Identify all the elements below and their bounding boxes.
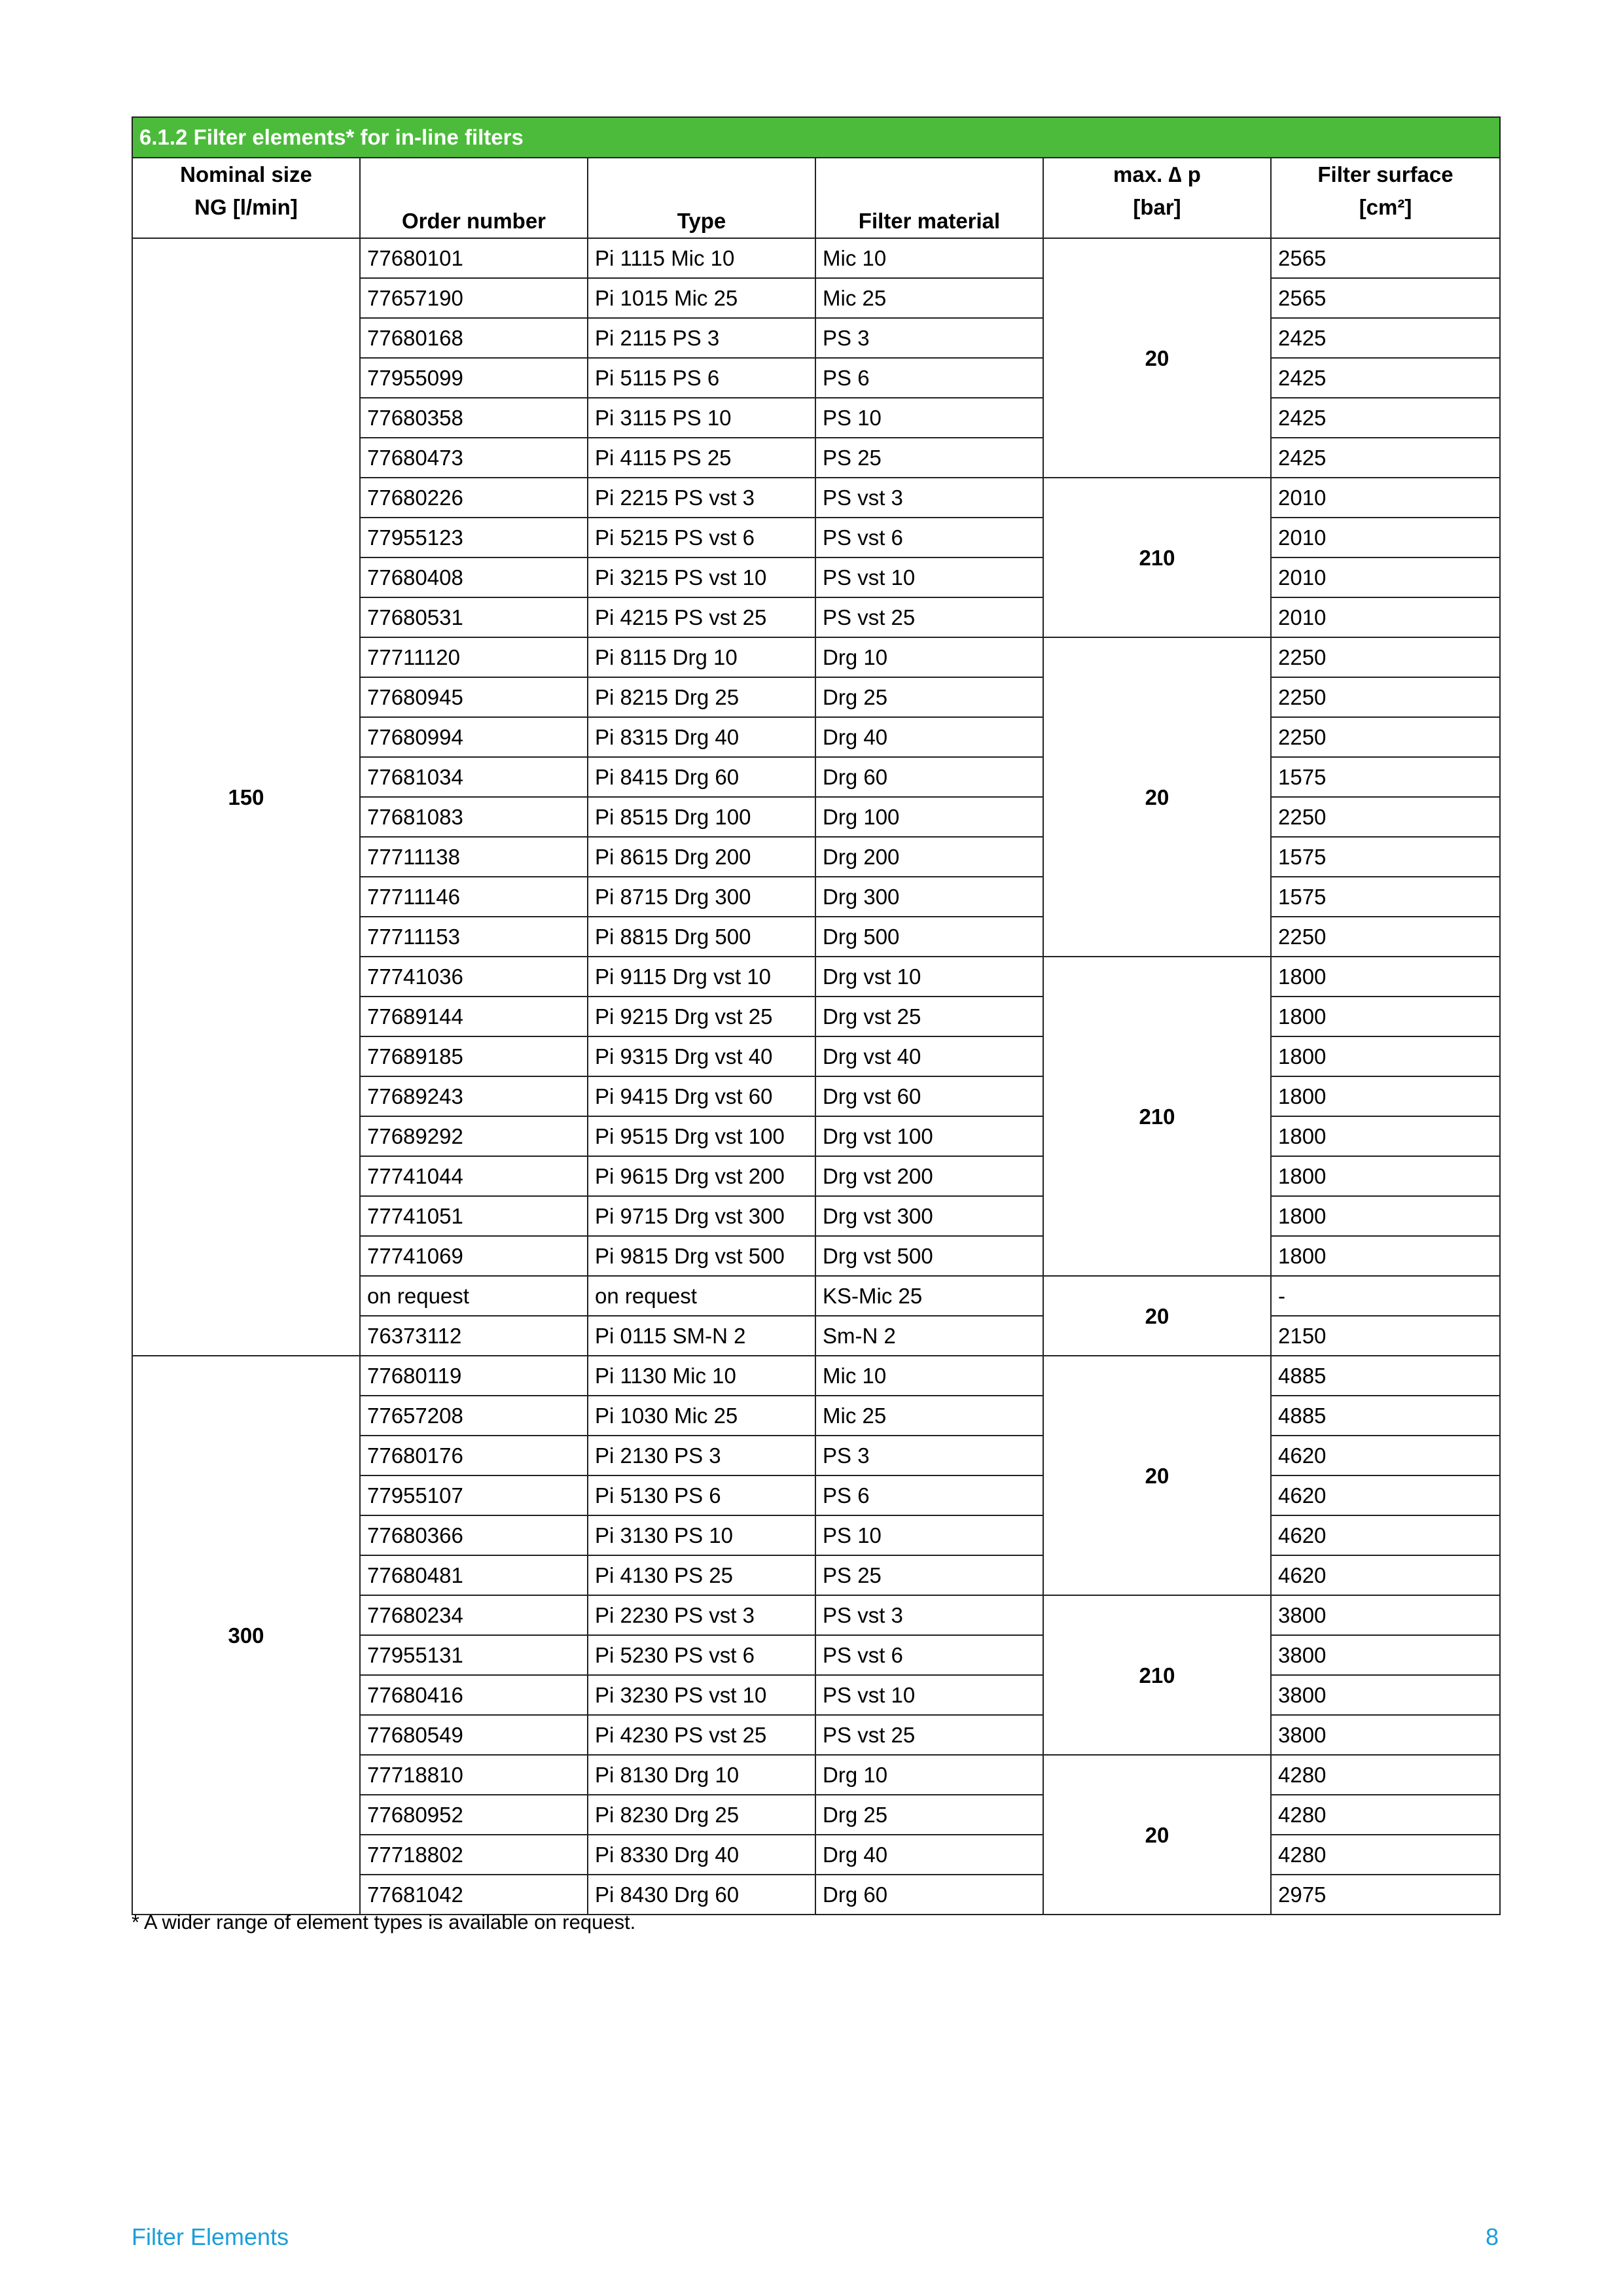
filter-material-cell: Drg vst 300 <box>815 1196 1043 1236</box>
order-number-cell: 77711138 <box>360 837 588 877</box>
filter-material-cell: Drg vst 100 <box>815 1116 1043 1156</box>
filter-surface-cell: 2565 <box>1271 278 1500 318</box>
type-cell: Pi 8330 Drg 40 <box>588 1835 815 1875</box>
filter-surface-cell: 4620 <box>1271 1436 1500 1475</box>
filter-material-cell: PS 6 <box>815 1475 1043 1515</box>
filter-material-cell: Drg vst 500 <box>815 1236 1043 1276</box>
type-cell: Pi 8615 Drg 200 <box>588 837 815 877</box>
filter-material-cell: PS vst 3 <box>815 478 1043 518</box>
filter-surface-cell: 1800 <box>1271 1116 1500 1156</box>
header-order-number: Order number <box>360 158 588 238</box>
filter-material-cell: Mic 25 <box>815 278 1043 318</box>
max-dp-cell: 210 <box>1043 478 1271 637</box>
max-dp-cell: 210 <box>1043 1595 1271 1755</box>
filter-material-cell: Drg 25 <box>815 677 1043 717</box>
max-dp-cell: 20 <box>1043 1356 1271 1595</box>
filter-elements-table <box>132 116 1501 1915</box>
filter-material-cell: Sm-N 2 <box>815 1316 1043 1356</box>
max-dp-cell: 20 <box>1043 238 1271 478</box>
order-number-cell: 77718810 <box>360 1755 588 1795</box>
type-cell: Pi 8515 Drg 100 <box>588 797 815 837</box>
type-cell: Pi 9715 Drg vst 300 <box>588 1196 815 1236</box>
type-cell: Pi 9215 Drg vst 25 <box>588 997 815 1036</box>
type-cell: Pi 9315 Drg vst 40 <box>588 1036 815 1076</box>
type-cell: Pi 3130 PS 10 <box>588 1515 815 1555</box>
type-cell: Pi 4230 PS vst 25 <box>588 1715 815 1755</box>
type-cell: Pi 8215 Drg 25 <box>588 677 815 717</box>
order-number-cell: 77680994 <box>360 717 588 757</box>
filter-material-cell: PS 3 <box>815 1436 1043 1475</box>
filter-material-cell: PS vst 6 <box>815 518 1043 557</box>
filter-material-cell: Drg 25 <box>815 1795 1043 1835</box>
filter-surface-cell: 4885 <box>1271 1396 1500 1436</box>
filter-surface-cell: 2010 <box>1271 557 1500 597</box>
filter-surface-cell: 2975 <box>1271 1875 1500 1915</box>
header-nominal-size <box>132 158 360 238</box>
filter-material-cell: Drg vst 200 <box>815 1156 1043 1196</box>
filter-surface-cell: 4620 <box>1271 1555 1500 1595</box>
type-cell: Pi 3215 PS vst 10 <box>588 557 815 597</box>
filter-material-cell: Drg vst 25 <box>815 997 1043 1036</box>
type-cell: Pi 5215 PS vst 6 <box>588 518 815 557</box>
filter-material-cell: PS vst 25 <box>815 597 1043 637</box>
type-cell: Pi 9815 Drg vst 500 <box>588 1236 815 1276</box>
type-cell: Pi 8115 Drg 10 <box>588 637 815 677</box>
filter-surface-cell: 4280 <box>1271 1835 1500 1875</box>
filter-surface-cell: 2010 <box>1271 597 1500 637</box>
order-number-cell: 77680101 <box>360 238 588 278</box>
order-number-cell: 77741069 <box>360 1236 588 1276</box>
filter-surface-cell: 2425 <box>1271 358 1500 398</box>
type-cell: Pi 4115 PS 25 <box>588 438 815 478</box>
filter-material-cell: Drg 200 <box>815 837 1043 877</box>
filter-surface-cell: 1800 <box>1271 1076 1500 1116</box>
filter-surface-cell: 1575 <box>1271 757 1500 797</box>
type-cell: Pi 9515 Drg vst 100 <box>588 1116 815 1156</box>
filter-material-cell: Drg 100 <box>815 797 1043 837</box>
filter-surface-cell: 3800 <box>1271 1715 1500 1755</box>
order-number-cell: 77955099 <box>360 358 588 398</box>
filter-material-cell: Drg vst 10 <box>815 957 1043 997</box>
filter-surface-cell: 2150 <box>1271 1316 1500 1356</box>
filter-surface-cell: 4620 <box>1271 1475 1500 1515</box>
order-number-cell: 77741051 <box>360 1196 588 1236</box>
header-type: Type <box>588 158 815 238</box>
order-number-cell: 77680945 <box>360 677 588 717</box>
filter-material-cell: Drg 40 <box>815 1835 1043 1875</box>
table-title: 6.1.2 Filter elements* for in-line filters <box>132 117 1500 158</box>
order-number-cell: 77657190 <box>360 278 588 318</box>
nominal-size-cell: 300 <box>132 1356 360 1915</box>
filter-surface-cell: 1800 <box>1271 1156 1500 1196</box>
type-cell: Pi 8230 Drg 25 <box>588 1795 815 1835</box>
filter-material-cell: PS 10 <box>815 1515 1043 1555</box>
header-max-dp-line1: max. ∆ p <box>1113 162 1201 186</box>
order-number-cell: 77955107 <box>360 1475 588 1515</box>
order-number-cell: 77680234 <box>360 1595 588 1635</box>
filter-material-cell: Drg 10 <box>815 1755 1043 1795</box>
footnote: * A wider range of element types is available on request. <box>132 1911 636 1934</box>
type-cell: Pi 4215 PS vst 25 <box>588 597 815 637</box>
filter-material-cell: Drg 500 <box>815 917 1043 957</box>
order-number-cell: 77680531 <box>360 597 588 637</box>
type-cell: Pi 0115 SM-N 2 <box>588 1316 815 1356</box>
filter-material-cell: Drg vst 60 <box>815 1076 1043 1116</box>
type-cell: Pi 8130 Drg 10 <box>588 1755 815 1795</box>
filter-surface-cell: 1800 <box>1271 1036 1500 1076</box>
type-cell: Pi 8715 Drg 300 <box>588 877 815 917</box>
order-number-cell: 77680408 <box>360 557 588 597</box>
filter-surface-cell: 2425 <box>1271 438 1500 478</box>
filter-surface-cell: 2250 <box>1271 677 1500 717</box>
filter-surface-cell: 1575 <box>1271 837 1500 877</box>
header-nominal-size-line2: NG [l/min] <box>194 195 298 219</box>
type-cell: Pi 4130 PS 25 <box>588 1555 815 1595</box>
footer-section-title: Filter Elements <box>132 2223 289 2250</box>
order-number-cell: 77680481 <box>360 1555 588 1595</box>
order-number-cell: 77657208 <box>360 1396 588 1436</box>
filter-surface-cell: 2010 <box>1271 518 1500 557</box>
filter-material-cell: Mic 10 <box>815 1356 1043 1396</box>
filter-material-cell: PS 25 <box>815 438 1043 478</box>
order-number-cell: 77741044 <box>360 1156 588 1196</box>
type-cell: Pi 9115 Drg vst 10 <box>588 957 815 997</box>
type-cell: Pi 5115 PS 6 <box>588 358 815 398</box>
type-cell: Pi 2130 PS 3 <box>588 1436 815 1475</box>
type-cell: Pi 8430 Drg 60 <box>588 1875 815 1915</box>
max-dp-cell: 210 <box>1043 957 1271 1276</box>
max-dp-cell: 20 <box>1043 637 1271 957</box>
type-cell: Pi 3230 PS vst 10 <box>588 1675 815 1715</box>
header-filter-surface <box>1271 158 1500 238</box>
filter-surface-cell: 4280 <box>1271 1795 1500 1835</box>
table-row <box>132 1356 1500 1396</box>
filter-material-cell: PS vst 3 <box>815 1595 1043 1635</box>
filter-material-cell: PS vst 10 <box>815 557 1043 597</box>
order-number-cell: 77955131 <box>360 1635 588 1675</box>
header-nominal-size-line1: Nominal size <box>180 162 312 186</box>
type-cell: Pi 5130 PS 6 <box>588 1475 815 1515</box>
type-cell: Pi 1015 Mic 25 <box>588 278 815 318</box>
filter-surface-cell: 1575 <box>1271 877 1500 917</box>
filter-surface-cell: 2010 <box>1271 478 1500 518</box>
filter-surface-cell: 3800 <box>1271 1675 1500 1715</box>
filter-material-cell: PS 3 <box>815 318 1043 358</box>
type-cell: Pi 3115 PS 10 <box>588 398 815 438</box>
order-number-cell: 77689185 <box>360 1036 588 1076</box>
order-number-cell: 77680473 <box>360 438 588 478</box>
filter-surface-cell: - <box>1271 1276 1500 1316</box>
header-filter-surface-line2: [cm²] <box>1359 195 1412 219</box>
max-dp-cell: 20 <box>1043 1755 1271 1915</box>
order-number-cell: 77680952 <box>360 1795 588 1835</box>
filter-surface-cell: 2250 <box>1271 917 1500 957</box>
filter-surface-cell: 2425 <box>1271 398 1500 438</box>
type-cell: Pi 9615 Drg vst 200 <box>588 1156 815 1196</box>
type-cell: Pi 1030 Mic 25 <box>588 1396 815 1436</box>
header-max-dp-line2: [bar] <box>1133 195 1181 219</box>
order-number-cell: 77680358 <box>360 398 588 438</box>
filter-material-cell: PS vst 6 <box>815 1635 1043 1675</box>
order-number-cell: 77689292 <box>360 1116 588 1156</box>
filter-material-cell: PS vst 10 <box>815 1675 1043 1715</box>
type-cell: Pi 1115 Mic 10 <box>588 238 815 278</box>
type-cell: Pi 2115 PS 3 <box>588 318 815 358</box>
order-number-cell: 77681083 <box>360 797 588 837</box>
filter-surface-cell: 1800 <box>1271 957 1500 997</box>
order-number-cell: 77741036 <box>360 957 588 997</box>
order-number-cell: 77680226 <box>360 478 588 518</box>
header-max-dp <box>1043 158 1271 238</box>
header-filter-surface-line1: Filter surface <box>1317 162 1454 186</box>
order-number-cell: 77681034 <box>360 757 588 797</box>
header-filter-material: Filter material <box>815 158 1043 238</box>
order-number-cell: 77711153 <box>360 917 588 957</box>
filter-surface-cell: 2250 <box>1271 637 1500 677</box>
filter-surface-cell: 1800 <box>1271 1236 1500 1276</box>
filter-surface-cell: 4620 <box>1271 1515 1500 1555</box>
order-number-cell: 77711120 <box>360 637 588 677</box>
filter-surface-cell: 1800 <box>1271 997 1500 1036</box>
filter-material-cell: Mic 10 <box>815 238 1043 278</box>
type-cell: Pi 5230 PS vst 6 <box>588 1635 815 1675</box>
filter-surface-cell: 3800 <box>1271 1635 1500 1675</box>
filter-material-cell: KS-Mic 25 <box>815 1276 1043 1316</box>
order-number-cell: 77680168 <box>360 318 588 358</box>
filter-surface-cell: 2565 <box>1271 238 1500 278</box>
order-number-cell: 77955123 <box>360 518 588 557</box>
order-number-cell: 77680549 <box>360 1715 588 1755</box>
table-row <box>132 238 1500 278</box>
order-number-cell: 76373112 <box>360 1316 588 1356</box>
order-number-cell: 77689243 <box>360 1076 588 1116</box>
filter-material-cell: Mic 25 <box>815 1396 1043 1436</box>
filter-material-cell: Drg 300 <box>815 877 1043 917</box>
type-cell: Pi 2215 PS vst 3 <box>588 478 815 518</box>
filter-material-cell: Drg 10 <box>815 637 1043 677</box>
filter-surface-cell: 2250 <box>1271 797 1500 837</box>
order-number-cell: 77711146 <box>360 877 588 917</box>
filter-material-cell: Drg 40 <box>815 717 1043 757</box>
order-number-cell: 77680416 <box>360 1675 588 1715</box>
type-cell: Pi 8415 Drg 60 <box>588 757 815 797</box>
filter-material-cell: Drg vst 40 <box>815 1036 1043 1076</box>
filter-material-cell: Drg 60 <box>815 1875 1043 1915</box>
order-number-cell: 77681042 <box>360 1875 588 1915</box>
order-number-cell: 77680119 <box>360 1356 588 1396</box>
filter-material-cell: PS 6 <box>815 358 1043 398</box>
filter-material-cell: PS 25 <box>815 1555 1043 1595</box>
order-number-cell: 77718802 <box>360 1835 588 1875</box>
order-number-cell: 77680366 <box>360 1515 588 1555</box>
filter-surface-cell: 2250 <box>1271 717 1500 757</box>
filter-surface-cell: 4280 <box>1271 1755 1500 1795</box>
filter-material-cell: PS 10 <box>815 398 1043 438</box>
type-cell: Pi 2230 PS vst 3 <box>588 1595 815 1635</box>
filter-material-cell: PS vst 25 <box>815 1715 1043 1755</box>
table-body <box>132 238 1500 1915</box>
filter-surface-cell: 3800 <box>1271 1595 1500 1635</box>
filter-surface-cell: 4885 <box>1271 1356 1500 1396</box>
type-cell: Pi 8315 Drg 40 <box>588 717 815 757</box>
max-dp-cell: 20 <box>1043 1276 1271 1356</box>
filter-material-cell: Drg 60 <box>815 757 1043 797</box>
filter-surface-cell: 2425 <box>1271 318 1500 358</box>
footer-page-number: 8 <box>1485 2223 1499 2250</box>
type-cell: Pi 1130 Mic 10 <box>588 1356 815 1396</box>
order-number-cell: on request <box>360 1276 588 1316</box>
filter-surface-cell: 1800 <box>1271 1196 1500 1236</box>
type-cell: Pi 9415 Drg vst 60 <box>588 1076 815 1116</box>
order-number-cell: 77689144 <box>360 997 588 1036</box>
order-number-cell: 77680176 <box>360 1436 588 1475</box>
type-cell: Pi 8815 Drg 500 <box>588 917 815 957</box>
nominal-size-cell: 150 <box>132 238 360 1356</box>
type-cell: on request <box>588 1276 815 1316</box>
